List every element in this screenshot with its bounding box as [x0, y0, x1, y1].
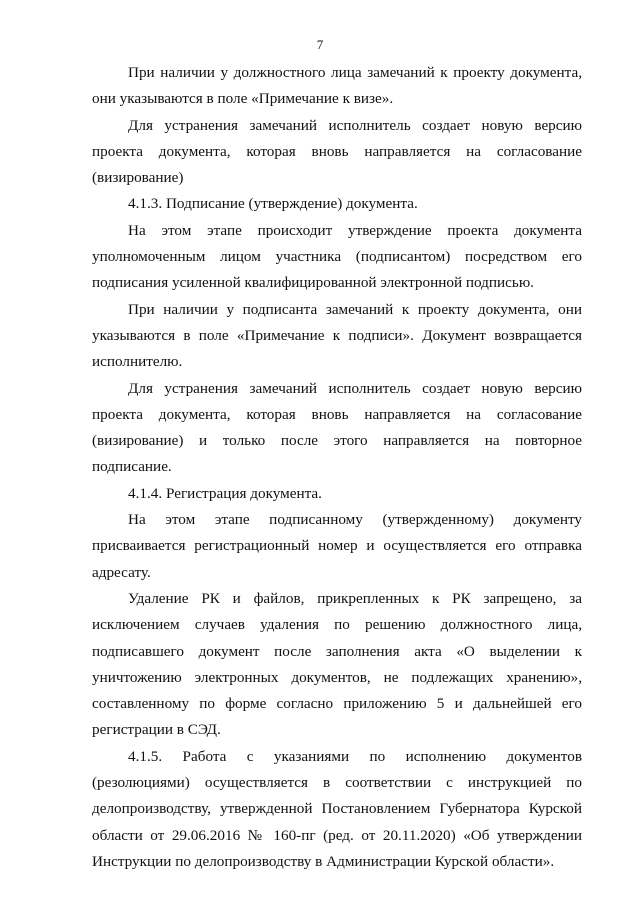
paragraph-new-version-approval: Для устранения замечаний исполнитель создает новую версию проекта документа, которая вновь направляется на согласование (визирование)	[92, 116, 582, 187]
paragraph-signer-remarks: При наличии у подписанта замечаний к проекту документа, они указываются в поле «Примечание к подписи». Документ возвращается исполнителю.	[92, 300, 582, 371]
section-heading-4-1-3: 4.1.3. Подписание (утверждение) документа.	[128, 195, 418, 213]
paragraph-resolutions: 4.1.5. Работа с указаниями по исполнению документов (резолюциями) осуществляется в соответствии с инструкцией по делопроизводству, утвержденной Постановлением Губернатора Курской области от 29.06.2016 № 160-пг (ред. от 20.11.2020) «Об утверждении Инструкции по делопроизводству в Администрации Курской области».	[92, 747, 582, 870]
document-body	[92, 60, 582, 875]
paragraph-deletion-rules: Удаление РК и файлов, прикрепленных к РК запрещено, за исключением случаев удаления по решению должностного лица, подписавшего документ после заполнения акта «О выделении к уничтожению электронных документов, не подлежащих хранению», составленному по форме согласно приложению 5 и дальнейшей его регистрации в СЭД.	[92, 589, 582, 739]
page-number: 7	[316, 37, 324, 52]
paragraph-resubmission: Для устранения замечаний исполнитель создает новую версию проекта документа, которая вновь направляется на согласование (визирование) и только после этого направляется на повторное подписание.	[92, 379, 582, 476]
section-heading-4-1-4: 4.1.4. Регистрация документа.	[128, 484, 322, 502]
paragraph-registration-stage: На этом этапе подписанному (утвержденному) документу присваивается регистрационный номер и осуществляется его отправка адресату.	[92, 511, 582, 581]
paragraph-signing-stage: На этом этапе происходит утверждение проекта документа уполномоченным лицом участника (подписантом) посредством его подписания усиленной квалифицированной электронной подписью.	[92, 221, 582, 292]
paragraph-visa-remarks: При наличии у должностного лица замечаний к проекту документа, они указываются в поле «Примечание к визе».	[92, 64, 582, 108]
